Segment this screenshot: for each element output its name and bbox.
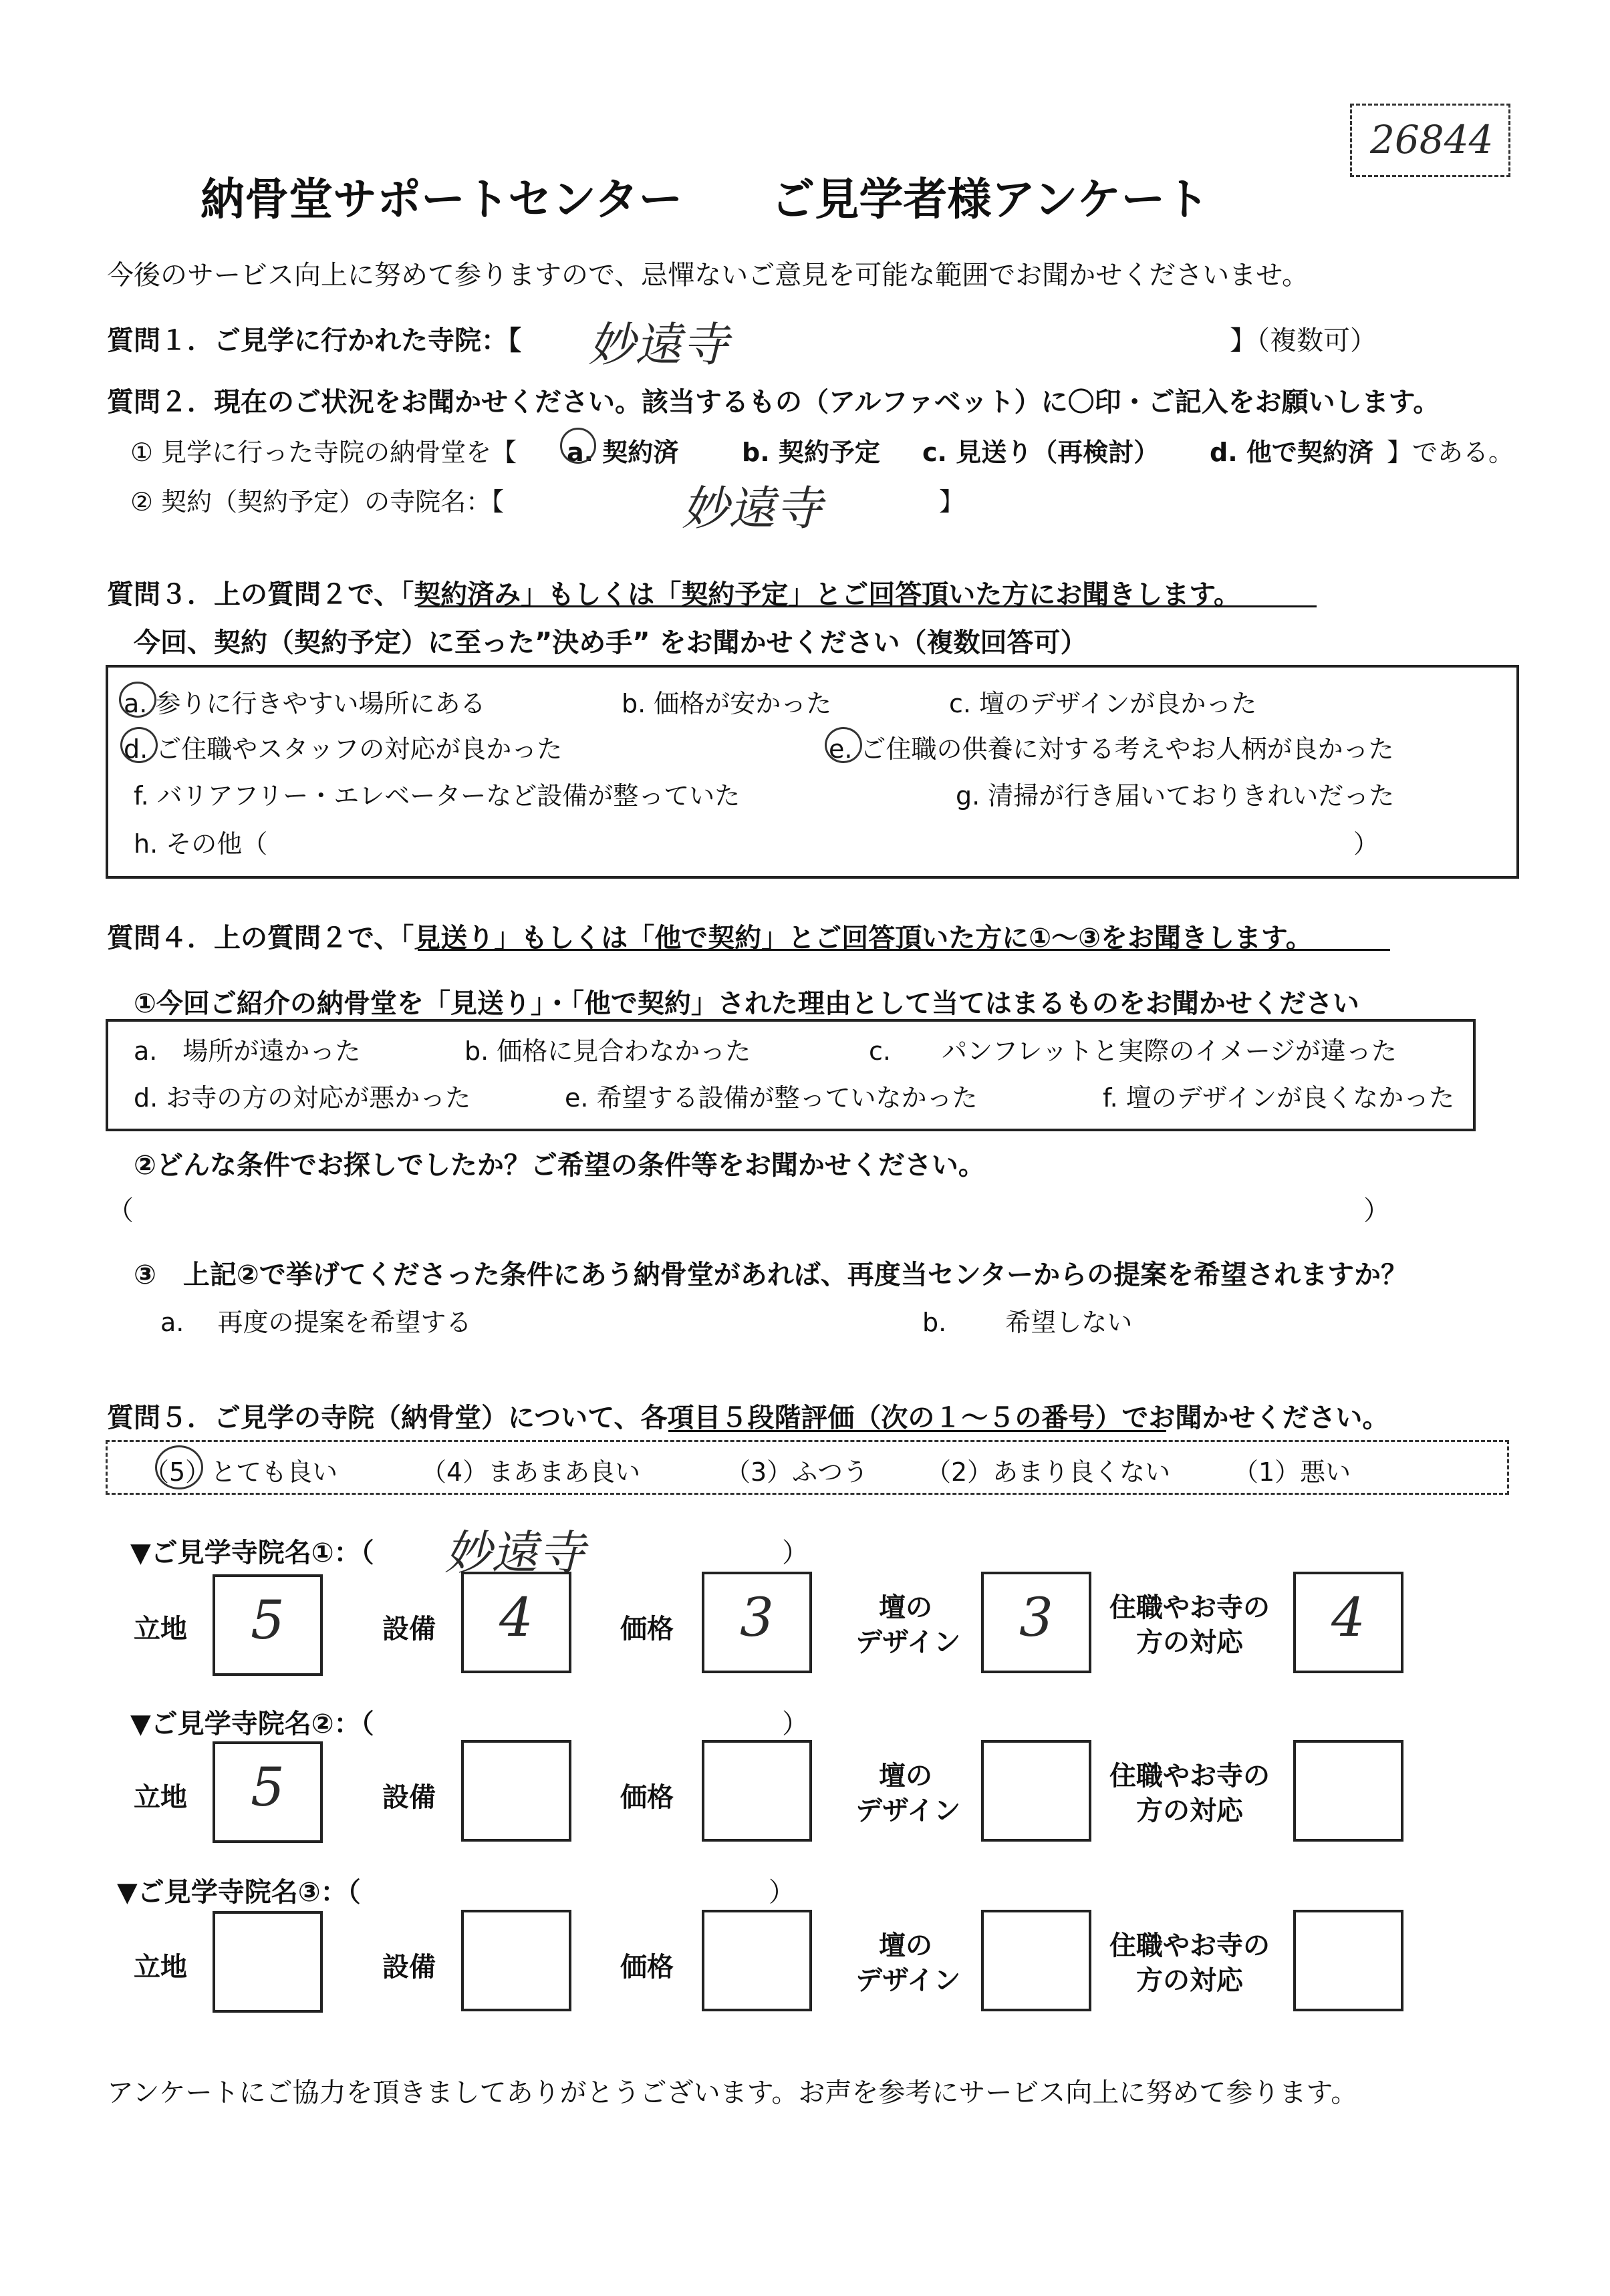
temple-1-location-rating[interactable] <box>213 1574 323 1676</box>
q4-underline <box>418 949 1390 951</box>
q5-scale-1: （1）悪い <box>1233 1457 1351 1487</box>
q2-option-c[interactable]: c. 見送り（再検討） <box>922 438 1160 467</box>
q4-option-f[interactable]: f. 壇のデザインが良くなかった <box>1103 1083 1455 1113</box>
temple-1-design-value: 3 <box>1019 1586 1053 1648</box>
temple-1-price-value: 3 <box>740 1586 774 1648</box>
temple-3-facilities-rating[interactable] <box>461 1910 571 2011</box>
temple-3-design-rating[interactable] <box>981 1910 1091 2011</box>
temple-2-heading: ▼ご見学寺院名②：（ <box>130 1709 374 1739</box>
serial-number: 26844 <box>1370 117 1494 162</box>
temple-1-design-rating[interactable] <box>981 1572 1091 1673</box>
q3-option-h[interactable]: h. その他（ <box>134 829 268 859</box>
q1-answer[interactable]: 妙遠寺 <box>588 317 728 372</box>
q4-option-b[interactable]: b. 価格に見合わなかった <box>464 1036 751 1066</box>
q2-line1-prefix: ① 見学に行った寺院の納骨堂を【 <box>130 438 517 467</box>
q5-underline <box>668 1430 1166 1432</box>
temple-1-staff-value: 4 <box>1331 1586 1365 1648</box>
temple-2-staff-label <box>1103 1759 1277 1828</box>
q2-option-a-circle <box>560 428 596 464</box>
q1-label: 質問１．ご見学に行かれた寺院：【 <box>107 325 521 356</box>
q4-option-e[interactable]: e. 希望する設備が整っていなかった <box>565 1083 978 1113</box>
temple-3-facilities-label: 設備 <box>382 1952 436 1983</box>
q3-option-g[interactable]: g. 清掃が行き届いておりきれいだった <box>956 781 1395 811</box>
q4-label: 質問４．上の質問２で、「見送り」もしくは「他で契約」とご回答頂いた方に①～③をお聞きします。 <box>107 923 1313 954</box>
q4-option-3a[interactable]: a. 再度の提案を希望する <box>160 1308 472 1337</box>
q3-option-f[interactable]: f. バリアフリー・エレベーターなど設備が整っていた <box>134 781 741 811</box>
q2-option-b[interactable]: b. 契約予定 <box>742 438 880 467</box>
q3-option-d-circle <box>120 727 158 763</box>
q1-close: 】（複数可） <box>1230 325 1377 356</box>
q3-option-a[interactable]: a. 参りに行きやすい場所にある <box>124 689 486 718</box>
temple-2-location-rating[interactable] <box>213 1741 323 1843</box>
q2-option-a[interactable]: a. 契約済 <box>567 438 679 467</box>
staff-label-line2: 方の対応 <box>1136 1627 1243 1658</box>
design-label-line2: デザイン <box>855 1627 961 1658</box>
design-label-line1: 壇の <box>879 1930 932 1961</box>
q4-subtitle-2: ②どんな条件でお探しでしたか？ご希望の条件等をお聞かせください。 <box>134 1150 985 1181</box>
staff-label-line1: 住職やお寺の <box>1109 1592 1270 1623</box>
q5-label: 質問５．ご見学の寺院（納骨堂）について、各項目５段階評価（次の１～５の番号）でお聞かせください。 <box>107 1403 1389 1433</box>
q3-underline <box>418 605 1317 607</box>
q3-option-b[interactable]: b. 価格が安かった <box>622 689 832 718</box>
q3-option-c[interactable]: c. 壇のデザインが良かった <box>949 689 1257 718</box>
temple-2-price-label: 価格 <box>620 1782 674 1813</box>
q4-option-d[interactable]: d. お寺の方の対応が悪かった <box>134 1083 471 1113</box>
q5-scale-5-circle <box>155 1445 203 1489</box>
q4-option-a[interactable]: a. 場所が遠かった <box>134 1036 361 1066</box>
q5-scale-3: （3）ふつう <box>725 1457 869 1487</box>
design-label-line2: デザイン <box>855 1965 961 1996</box>
q4-option-3b[interactable]: b. 希望しない <box>922 1308 1133 1337</box>
temple-1-name[interactable]: 妙遠寺 <box>444 1526 585 1580</box>
q3-option-d[interactable]: d. ご住職やスタッフの対応が良かった <box>124 734 563 764</box>
design-label-line2: デザイン <box>855 1796 961 1826</box>
q5-scale-5: （5）とても良い <box>144 1457 338 1487</box>
temple-1-facilities-rating[interactable] <box>461 1572 571 1673</box>
temple-1-staff-rating[interactable] <box>1293 1572 1403 1673</box>
temple-2-location-value: 5 <box>251 1756 285 1818</box>
q2-line1-suffix: 】である。 <box>1387 438 1514 467</box>
q5-scale-2: （2）あまり良くない <box>926 1457 1171 1487</box>
temple-3-heading: ▼ご見学寺院名③：（ <box>117 1877 361 1908</box>
q4-subtitle-3: ③ 上記②で挙げてくださった条件にあう納骨堂があれば、再度当センターからの提案を希望されますか？ <box>134 1260 1408 1290</box>
temple-1-close: ） <box>782 1538 809 1568</box>
q4-option-c[interactable]: c. パンフレットと実際のイメージが違った <box>869 1036 1397 1066</box>
q4-subtitle-1: ①今回ご紹介の納骨堂を「見送り」・「他で契約」された理由として当てはまるものをお聞かせください <box>134 988 1359 1019</box>
q2-line2-suffix: 】 <box>939 487 965 517</box>
q2-option-d[interactable]: d. 他で契約済 <box>1210 438 1373 467</box>
page-title: 納骨堂サポートセンター ご見学者様アンケート <box>200 174 1210 225</box>
q2-temple-answer[interactable]: 妙遠寺 <box>682 481 822 536</box>
q3-option-h-close: ） <box>1353 829 1379 859</box>
temple-1-price-rating[interactable] <box>702 1572 812 1673</box>
temple-2-staff-rating[interactable] <box>1293 1740 1403 1842</box>
staff-label-line2: 方の対応 <box>1136 1796 1243 1826</box>
temple-3-price-rating[interactable] <box>702 1910 812 2011</box>
temple-3-close: ） <box>769 1877 795 1908</box>
temple-3-staff-rating[interactable] <box>1293 1910 1403 2011</box>
temple-2-price-rating[interactable] <box>702 1740 812 1842</box>
temple-2-facilities-rating[interactable] <box>461 1740 571 1842</box>
temple-3-design-label <box>855 1928 961 1998</box>
footer-text: アンケートにご協力を頂きましてありがとうございます。お声を参考にサービス向上に努めて参ります。 <box>107 2077 1358 2108</box>
intro-text: 今後のサービス向上に努めて参りますので、忌憚ないご意見を可能な範囲でお聞かせくださいませ。 <box>107 260 1309 291</box>
staff-label-line1: 住職やお寺の <box>1109 1930 1270 1961</box>
q5-scale-4: （4）まあまあ良い <box>421 1457 641 1487</box>
temple-1-price-label: 価格 <box>620 1614 674 1644</box>
q4-paren-close: ） <box>1363 1195 1390 1226</box>
design-label-line1: 壇の <box>879 1761 932 1791</box>
temple-1-staff-label <box>1103 1590 1277 1660</box>
q3-label: 質問３．上の質問２で、「契約済み」もしくは「契約予定」とご回答頂いた方にお聞きします。 <box>107 579 1240 610</box>
temple-1-heading: ▼ご見学寺院名①：（ <box>130 1538 374 1568</box>
temple-1-facilities-label: 設備 <box>382 1614 436 1644</box>
q2-label: 質問２．現在のご状況をお聞かせください。該当するもの（アルファベット）に〇印・ご記入をお願いします。 <box>107 387 1440 418</box>
temple-2-design-label <box>855 1759 961 1828</box>
q3-subtitle: 今回、契約（契約予定）に至った”決め手” をお聞かせください（複数回答可） <box>134 627 1087 658</box>
temple-2-facilities-label: 設備 <box>382 1782 436 1813</box>
temple-1-location-value: 5 <box>251 1589 285 1651</box>
temple-3-location-label: 立地 <box>134 1952 187 1983</box>
temple-3-location-rating[interactable] <box>213 1911 323 2013</box>
temple-2-close: ） <box>782 1709 809 1739</box>
staff-label-line2: 方の対応 <box>1136 1965 1243 1996</box>
q3-option-e[interactable]: e. ご住職の供養に対する考えやお人柄が良かった <box>829 734 1394 764</box>
design-label-line1: 壇の <box>879 1592 932 1623</box>
temple-1-facilities-value: 4 <box>499 1586 533 1648</box>
q4-paren-open: （ <box>107 1195 134 1226</box>
q3-option-e-circle <box>825 727 862 763</box>
temple-2-location-label: 立地 <box>134 1782 187 1813</box>
staff-label-line1: 住職やお寺の <box>1109 1761 1270 1791</box>
temple-1-design-label <box>855 1590 961 1660</box>
temple-3-staff-label <box>1103 1928 1277 1998</box>
temple-1-location-label: 立地 <box>134 1614 187 1644</box>
temple-3-price-label: 価格 <box>620 1952 674 1983</box>
temple-2-design-rating[interactable] <box>981 1740 1091 1842</box>
q2-line2-prefix: ② 契約（契約予定）の寺院名：【 <box>130 487 505 517</box>
q3-option-a-circle <box>119 682 156 718</box>
